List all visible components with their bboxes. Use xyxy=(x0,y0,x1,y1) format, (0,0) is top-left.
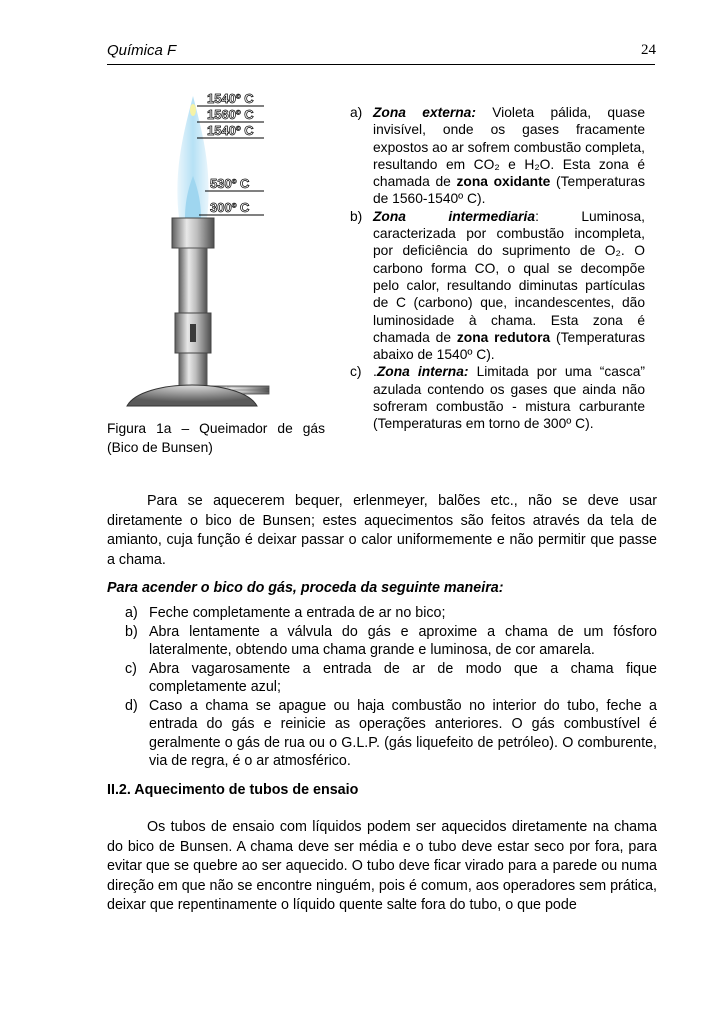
zone-tail: (Temperaturas abaixo de 1540º C). xyxy=(373,329,645,363)
zone-text: Violeta pálida, quase invisível, onde os gases fracamente expostos ao ar sofrem combustão completa, resultando em CO₂ e H₂O. Esta zona é chamada de xyxy=(373,105,646,190)
step-marker: d) xyxy=(125,697,138,714)
procedure-steps-list xyxy=(125,604,657,771)
label-temp-5: 300º C xyxy=(210,200,250,215)
step-item xyxy=(125,623,657,660)
zone-term: Zona interna: xyxy=(376,364,469,380)
zone-tail: (Temperaturas de 1560-1540º C). xyxy=(373,174,645,207)
step-text: Feche completamente a entrada de ar no bico; xyxy=(149,605,446,621)
running-header-title: Química F xyxy=(107,42,177,59)
step-item xyxy=(125,660,657,697)
intro-paragraph: Para se aquecerem bequer, erlenmeyer, balões etc., não se deve usar diretamente o bico de Bunsen; estes aquecimentos são feitos através da tela de amianto, cuja função é deixar passar o calor uniformemente e não permitir que passe a chama. xyxy=(107,493,657,568)
page-number: 24 xyxy=(641,42,656,58)
zone-prefix: . xyxy=(373,364,377,380)
zone-text: : Luminosa, caracterizada por combustão incompleta, por deficiência do suprimento de O₂. O carbono forma CO, o qual se decompõe pelo calor, resultando diminutas partículas de C (carbono) que, incandescentes, dão luminosidade à chama. Esta zona é chamada de xyxy=(373,208,645,345)
step-marker: c) xyxy=(125,660,137,677)
label-temp-3: 1540º C xyxy=(207,123,254,138)
zone-marker: b) xyxy=(350,208,363,224)
step-text: Abra lentamente a válvula do gás e aproxime a chama de um fósforo lateralmente, obtendo uma chama grande e luminosa, de cor amarela. xyxy=(149,623,657,658)
zone-item-internal xyxy=(350,363,645,432)
zone-item-intermediate xyxy=(350,208,645,364)
step-text: Abra vagarosamente a entrada de ar de modo que a chama fique completamente azul; xyxy=(149,660,657,695)
air-hole xyxy=(190,324,196,342)
bunsen-burner-figure xyxy=(107,88,352,418)
zone-term: Zona intermediaria xyxy=(373,208,536,224)
label-temp-4: 530º C xyxy=(210,176,250,191)
zone-item-external xyxy=(350,104,645,208)
burner-head xyxy=(172,218,214,248)
section-paragraph: Os tubos de ensaio com líquidos podem ser aquecidos diretamente na chama do bico de Bunsen. A chama deve ser média e o tubo deve estar seco por fora, para evitar que se quebre ao ser aquecido. O tubo deve ficar virado para a parede ou numa direção em que não se encontre ninguém, pois é comum, aos operadores sem prática, deixar que repentinamente o líquido quente salte fora do tubo, o que pode xyxy=(107,819,657,913)
flame-tip xyxy=(190,104,196,116)
section-heading: II.2. Aquecimento de tubos de ensaio xyxy=(107,782,359,798)
procedure-heading: Para acender o bico do gás, proceda da seguinte maneira: xyxy=(107,580,504,596)
label-temp-1: 1540º C xyxy=(207,91,254,106)
header-rule xyxy=(107,64,655,65)
step-item xyxy=(125,697,657,771)
step-item xyxy=(125,604,657,623)
step-marker: b) xyxy=(125,623,138,640)
flame-zones-list xyxy=(350,104,645,433)
figure-caption: Figura 1a – Queimador de gás (Bico de Bunsen) xyxy=(107,421,325,455)
zone-term: Zona externa: xyxy=(373,105,476,120)
zone-marker: c) xyxy=(350,364,362,380)
zone-text: Limitada por uma “casca” azulada contendo os gases que ainda não sofreram combustão - mistura carburante (Temperaturas em torno de 300º C). xyxy=(373,364,645,432)
zone-bold: zona oxidante xyxy=(456,174,551,190)
step-marker: a) xyxy=(125,605,138,621)
label-temp-2: 1560º C xyxy=(207,107,254,122)
zone-marker: a) xyxy=(350,105,363,120)
step-text: Caso a chama se apague ou haja combustão no interior do tubo, feche a entrada do gás e reinicie as operações anteriores. O gás combustível é geralmente o gás de rua ou o G.L.P. (gás liquefeito de petróleo). O comburente, via de regra, é o ar atmosférico. xyxy=(149,697,657,769)
zone-bold: zona redutora xyxy=(456,329,551,345)
